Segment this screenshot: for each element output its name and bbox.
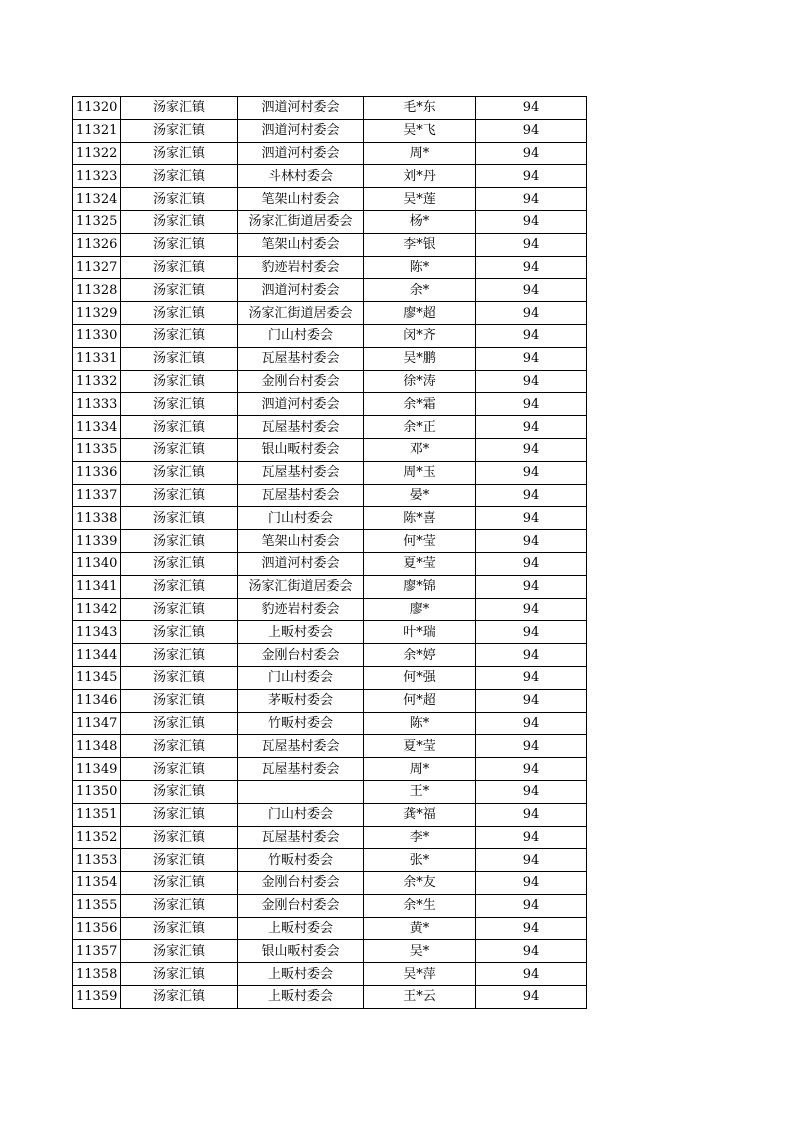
town-cell: 汤家汇镇 (121, 347, 238, 370)
score-cell: 94 (476, 940, 587, 963)
row-id-cell: 11323 (73, 165, 121, 188)
town-cell: 汤家汇镇 (121, 917, 238, 940)
row-id-cell: 11325 (73, 210, 121, 233)
town-cell: 汤家汇镇 (121, 689, 238, 712)
score-cell: 94 (476, 438, 587, 461)
person-name-cell: 杨* (364, 210, 476, 233)
village-committee-cell: 瓦屋基村委会 (238, 416, 364, 439)
row-id-cell: 11333 (73, 393, 121, 416)
person-name-cell: 吴* (364, 940, 476, 963)
score-cell: 94 (476, 872, 587, 895)
town-cell: 汤家汇镇 (121, 666, 238, 689)
score-cell: 94 (476, 393, 587, 416)
table-row (73, 621, 587, 644)
village-committee-cell: 门山村委会 (238, 507, 364, 530)
score-cell: 94 (476, 507, 587, 530)
village-committee-cell: 瓦屋基村委会 (238, 347, 364, 370)
score-cell: 94 (476, 484, 587, 507)
person-name-cell: 夏*莹 (364, 735, 476, 758)
person-name-cell: 李* (364, 826, 476, 849)
table-row (73, 256, 587, 279)
row-id-cell: 11329 (73, 302, 121, 325)
village-committee-cell: 瓦屋基村委会 (238, 484, 364, 507)
person-name-cell: 夏*莹 (364, 552, 476, 575)
village-committee-cell: 泗道河村委会 (238, 142, 364, 165)
town-cell: 汤家汇镇 (121, 644, 238, 667)
table-row (73, 552, 587, 575)
town-cell: 汤家汇镇 (121, 461, 238, 484)
row-id-cell: 11347 (73, 712, 121, 735)
table-row (73, 210, 587, 233)
village-committee-cell: 门山村委会 (238, 666, 364, 689)
table-row (73, 735, 587, 758)
row-id-cell: 11342 (73, 598, 121, 621)
person-name-cell: 余*婷 (364, 644, 476, 667)
row-id-cell: 11336 (73, 461, 121, 484)
score-cell: 94 (476, 324, 587, 347)
village-committee-cell: 门山村委会 (238, 324, 364, 347)
village-committee-cell: 汤家汇街道居委会 (238, 575, 364, 598)
person-name-cell: 陈*喜 (364, 507, 476, 530)
score-cell: 94 (476, 803, 587, 826)
table-row (73, 324, 587, 347)
row-id-cell: 11331 (73, 347, 121, 370)
village-committee-cell: 泗道河村委会 (238, 393, 364, 416)
village-committee-cell: 笔架山村委会 (238, 188, 364, 211)
score-cell: 94 (476, 210, 587, 233)
town-cell: 汤家汇镇 (121, 119, 238, 142)
person-name-cell: 周* (364, 142, 476, 165)
table-row (73, 347, 587, 370)
person-name-cell: 廖*超 (364, 302, 476, 325)
table-row (73, 826, 587, 849)
town-cell: 汤家汇镇 (121, 142, 238, 165)
score-cell: 94 (476, 963, 587, 986)
table-row (73, 393, 587, 416)
table-row (73, 849, 587, 872)
row-id-cell: 11355 (73, 894, 121, 917)
town-cell: 汤家汇镇 (121, 803, 238, 826)
table-row (73, 666, 587, 689)
row-id-cell: 11320 (73, 97, 121, 120)
village-committee-cell (238, 780, 364, 803)
town-cell: 汤家汇镇 (121, 530, 238, 553)
town-cell: 汤家汇镇 (121, 963, 238, 986)
town-cell: 汤家汇镇 (121, 370, 238, 393)
table-row (73, 940, 587, 963)
score-cell: 94 (476, 142, 587, 165)
town-cell: 汤家汇镇 (121, 507, 238, 530)
table-row (73, 416, 587, 439)
table-row (73, 461, 587, 484)
village-committee-cell: 泗道河村委会 (238, 552, 364, 575)
town-cell: 汤家汇镇 (121, 165, 238, 188)
row-id-cell: 11353 (73, 849, 121, 872)
person-name-cell: 吴*飞 (364, 119, 476, 142)
row-id-cell: 11328 (73, 279, 121, 302)
village-committee-cell: 瓦屋基村委会 (238, 735, 364, 758)
row-id-cell: 11356 (73, 917, 121, 940)
person-name-cell: 晏* (364, 484, 476, 507)
table-row (73, 279, 587, 302)
village-committee-cell: 上畈村委会 (238, 963, 364, 986)
table-row (73, 484, 587, 507)
person-name-cell: 陈* (364, 712, 476, 735)
score-cell: 94 (476, 644, 587, 667)
row-id-cell: 11351 (73, 803, 121, 826)
score-cell: 94 (476, 461, 587, 484)
table-row (73, 872, 587, 895)
person-name-cell: 陈* (364, 256, 476, 279)
score-cell: 94 (476, 986, 587, 1009)
person-name-cell: 余* (364, 279, 476, 302)
town-cell: 汤家汇镇 (121, 279, 238, 302)
score-cell: 94 (476, 165, 587, 188)
person-name-cell: 廖* (364, 598, 476, 621)
town-cell: 汤家汇镇 (121, 735, 238, 758)
table-row (73, 142, 587, 165)
score-cell: 94 (476, 575, 587, 598)
table-row (73, 986, 587, 1009)
town-cell: 汤家汇镇 (121, 188, 238, 211)
row-id-cell: 11344 (73, 644, 121, 667)
score-cell: 94 (476, 758, 587, 781)
row-id-cell: 11349 (73, 758, 121, 781)
score-cell: 94 (476, 552, 587, 575)
person-name-cell: 周* (364, 758, 476, 781)
table-row (73, 507, 587, 530)
table-row (73, 917, 587, 940)
row-id-cell: 11352 (73, 826, 121, 849)
town-cell: 汤家汇镇 (121, 233, 238, 256)
table-row (73, 188, 587, 211)
person-name-cell: 何*强 (364, 666, 476, 689)
town-cell: 汤家汇镇 (121, 621, 238, 644)
person-name-cell: 黄* (364, 917, 476, 940)
row-id-cell: 11348 (73, 735, 121, 758)
table-row (73, 894, 587, 917)
person-name-cell: 廖*锦 (364, 575, 476, 598)
village-committee-cell: 茅畈村委会 (238, 689, 364, 712)
village-committee-cell: 笔架山村委会 (238, 530, 364, 553)
row-id-cell: 11345 (73, 666, 121, 689)
town-cell: 汤家汇镇 (121, 826, 238, 849)
person-name-cell: 王* (364, 780, 476, 803)
score-cell: 94 (476, 849, 587, 872)
village-committee-cell: 银山畈村委会 (238, 438, 364, 461)
town-cell: 汤家汇镇 (121, 849, 238, 872)
score-cell: 94 (476, 347, 587, 370)
village-committee-cell: 豹迹岩村委会 (238, 598, 364, 621)
town-cell: 汤家汇镇 (121, 416, 238, 439)
table-row (73, 963, 587, 986)
score-cell: 94 (476, 97, 587, 120)
table-row (73, 689, 587, 712)
score-cell: 94 (476, 233, 587, 256)
town-cell: 汤家汇镇 (121, 575, 238, 598)
village-committee-cell: 金刚台村委会 (238, 872, 364, 895)
village-committee-cell: 上畈村委会 (238, 917, 364, 940)
person-name-cell: 余*霜 (364, 393, 476, 416)
row-id-cell: 11322 (73, 142, 121, 165)
row-id-cell: 11327 (73, 256, 121, 279)
village-committee-cell: 竹畈村委会 (238, 712, 364, 735)
person-name-cell: 叶*瑞 (364, 621, 476, 644)
score-cell: 94 (476, 621, 587, 644)
score-cell: 94 (476, 598, 587, 621)
person-name-cell: 吴*鹏 (364, 347, 476, 370)
row-id-cell: 11339 (73, 530, 121, 553)
town-cell: 汤家汇镇 (121, 598, 238, 621)
score-cell: 94 (476, 188, 587, 211)
row-id-cell: 11326 (73, 233, 121, 256)
person-name-cell: 周*玉 (364, 461, 476, 484)
village-committee-cell: 门山村委会 (238, 803, 364, 826)
person-name-cell: 徐*涛 (364, 370, 476, 393)
score-cell: 94 (476, 894, 587, 917)
score-cell: 94 (476, 735, 587, 758)
row-id-cell: 11338 (73, 507, 121, 530)
town-cell: 汤家汇镇 (121, 256, 238, 279)
row-id-cell: 11340 (73, 552, 121, 575)
score-cell: 94 (476, 666, 587, 689)
person-name-cell: 何*超 (364, 689, 476, 712)
village-committee-cell: 金刚台村委会 (238, 894, 364, 917)
table-row (73, 165, 587, 188)
row-id-cell: 11337 (73, 484, 121, 507)
row-id-cell: 11335 (73, 438, 121, 461)
town-cell: 汤家汇镇 (121, 393, 238, 416)
score-cell: 94 (476, 302, 587, 325)
score-cell: 94 (476, 530, 587, 553)
table-row (73, 712, 587, 735)
score-cell: 94 (476, 689, 587, 712)
person-name-cell: 余*生 (364, 894, 476, 917)
table-row (73, 644, 587, 667)
person-name-cell: 张* (364, 849, 476, 872)
table-row (73, 438, 587, 461)
person-name-cell: 李*银 (364, 233, 476, 256)
record-table (72, 96, 587, 1009)
row-id-cell: 11357 (73, 940, 121, 963)
village-committee-cell: 瓦屋基村委会 (238, 826, 364, 849)
person-name-cell: 王*云 (364, 986, 476, 1009)
town-cell: 汤家汇镇 (121, 438, 238, 461)
score-cell: 94 (476, 370, 587, 393)
person-name-cell: 何*莹 (364, 530, 476, 553)
person-name-cell: 邓* (364, 438, 476, 461)
town-cell: 汤家汇镇 (121, 758, 238, 781)
town-cell: 汤家汇镇 (121, 780, 238, 803)
person-name-cell: 余*正 (364, 416, 476, 439)
table-row (73, 780, 587, 803)
village-committee-cell: 上畈村委会 (238, 621, 364, 644)
table-row (73, 302, 587, 325)
village-committee-cell: 金刚台村委会 (238, 644, 364, 667)
record-table-body (73, 97, 587, 1009)
village-committee-cell: 金刚台村委会 (238, 370, 364, 393)
score-cell: 94 (476, 416, 587, 439)
table-row (73, 530, 587, 553)
row-id-cell: 11354 (73, 872, 121, 895)
town-cell: 汤家汇镇 (121, 712, 238, 735)
town-cell: 汤家汇镇 (121, 324, 238, 347)
town-cell: 汤家汇镇 (121, 484, 238, 507)
village-committee-cell: 汤家汇街道居委会 (238, 302, 364, 325)
village-committee-cell: 银山畈村委会 (238, 940, 364, 963)
table-row (73, 370, 587, 393)
table-row (73, 758, 587, 781)
village-committee-cell: 笔架山村委会 (238, 233, 364, 256)
score-cell: 94 (476, 826, 587, 849)
town-cell: 汤家汇镇 (121, 302, 238, 325)
row-id-cell: 11332 (73, 370, 121, 393)
person-name-cell: 龚*福 (364, 803, 476, 826)
person-name-cell: 吴*莲 (364, 188, 476, 211)
score-cell: 94 (476, 119, 587, 142)
table-row (73, 598, 587, 621)
score-cell: 94 (476, 917, 587, 940)
row-id-cell: 11346 (73, 689, 121, 712)
table-row (73, 233, 587, 256)
table-row (73, 97, 587, 120)
table-row (73, 803, 587, 826)
table-row (73, 575, 587, 598)
village-committee-cell: 瓦屋基村委会 (238, 461, 364, 484)
town-cell: 汤家汇镇 (121, 210, 238, 233)
village-committee-cell: 瓦屋基村委会 (238, 758, 364, 781)
score-cell: 94 (476, 780, 587, 803)
row-id-cell: 11330 (73, 324, 121, 347)
town-cell: 汤家汇镇 (121, 872, 238, 895)
village-committee-cell: 泗道河村委会 (238, 119, 364, 142)
town-cell: 汤家汇镇 (121, 986, 238, 1009)
person-name-cell: 吴*萍 (364, 963, 476, 986)
village-committee-cell: 竹畈村委会 (238, 849, 364, 872)
table-row (73, 119, 587, 142)
village-committee-cell: 豹迹岩村委会 (238, 256, 364, 279)
row-id-cell: 11334 (73, 416, 121, 439)
town-cell: 汤家汇镇 (121, 97, 238, 120)
row-id-cell: 11324 (73, 188, 121, 211)
row-id-cell: 11350 (73, 780, 121, 803)
person-name-cell: 余*友 (364, 872, 476, 895)
person-name-cell: 闵*齐 (364, 324, 476, 347)
town-cell: 汤家汇镇 (121, 552, 238, 575)
person-name-cell: 刘*丹 (364, 165, 476, 188)
row-id-cell: 11321 (73, 119, 121, 142)
row-id-cell: 11341 (73, 575, 121, 598)
village-committee-cell: 汤家汇街道居委会 (238, 210, 364, 233)
score-cell: 94 (476, 279, 587, 302)
row-id-cell: 11359 (73, 986, 121, 1009)
row-id-cell: 11343 (73, 621, 121, 644)
village-committee-cell: 斗林村委会 (238, 165, 364, 188)
person-name-cell: 毛*东 (364, 97, 476, 120)
score-cell: 94 (476, 256, 587, 279)
village-committee-cell: 上畈村委会 (238, 986, 364, 1009)
score-cell: 94 (476, 712, 587, 735)
town-cell: 汤家汇镇 (121, 940, 238, 963)
town-cell: 汤家汇镇 (121, 894, 238, 917)
village-committee-cell: 泗道河村委会 (238, 97, 364, 120)
village-committee-cell: 泗道河村委会 (238, 279, 364, 302)
row-id-cell: 11358 (73, 963, 121, 986)
